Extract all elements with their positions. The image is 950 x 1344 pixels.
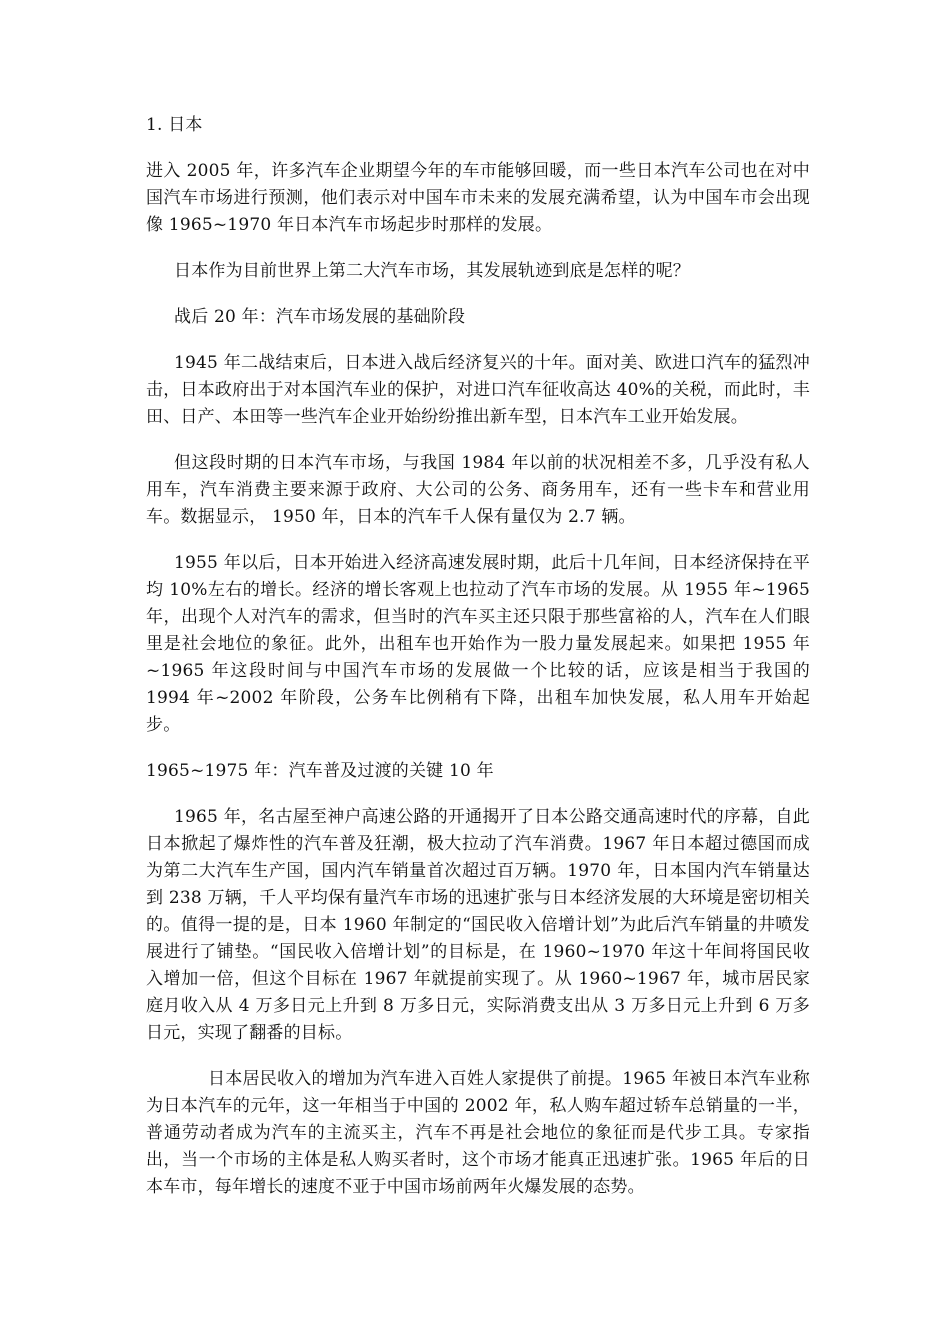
section-heading: 1. 日本 — [146, 115, 203, 135]
paragraph-early-market: 但这段时期的日本汽车市场，与我国 1984 年以前的状况相差不多，几乎没有私人用车，汽车消费主要来源于政府、大公司的公务、商务用车，还有一些卡车和营业用车。数据显示， 1950 年，日本的汽车千人保有量仅为 2.7 辆。 — [146, 453, 810, 527]
subheading-1965-1975: 1965~1975 年：汽车普及过渡的关键 10 年 — [146, 761, 494, 781]
paragraph-income: 日本居民收入的增加为汽车进入百姓人家提供了前提。1965 年被日本汽车业称为日本汽车的元年，这一年相当于中国的 2002 年，私人购车超过轿车总销量的一半，普通劳动者成为汽车的主流买主，汽车不再是社会地位的象征而是代步工具。专家指出，当一个市场的主体是私人购买者时，这个市场才能真正迅速扩张。1965 年后的日本车市，每年增长的速度不亚于中国市场前两年火爆发展的态势。 — [146, 1069, 810, 1197]
paragraph-intro: 进入 2005 年，许多汽车企业期望今年的车市能够回暖，而一些日本汽车公司也在对中国汽车市场进行预测，他们表示对中国车市未来的发展充满希望，认为中国车市会出现像 1965~1970 年日本汽车市场起步时那样的发展。 — [146, 161, 810, 235]
paragraph-question: 日本作为目前世界上第二大汽车市场，其发展轨迹到底是怎样的呢？ — [174, 261, 690, 281]
paragraph-1965: 1965 年，名古屋至神户高速公路的开通揭开了日本公路交通高速时代的序幕，自此日本掀起了爆炸性的汽车普及狂潮，极大拉动了汽车消费。1967 年日本超过德国而成为第二大汽车生产国，国内汽车销量首次超过百万辆。1970 年，日本国内汽车销量达到 238 万辆，千人平均保有量汽车市场的迅速扩张与日本经济发展的大环境是密切相关的。值得一提的是，日本 1960 年制定的“国民收入倍增计划”为此后汽车销量的井喷发展进行了铺垫。“国民收入倍增计划”的目标是，在 1960~1970 年这十年间将国民收入增加一倍，但这个目标在 1967 年就提前实现了。从 1960~1967 年，城市居民家庭月收入从 4 万多日元上升到 8 万多日元，实际消费支出从 3 万多日元上升到 6 万多日元，实现了翻番的目标。 — [146, 807, 810, 1043]
paragraph-1955: 1955 年以后，日本开始进入经济高速发展时期，此后十几年间，日本经济保持在平均 10%左右的增长。经济的增长客观上也拉动了汽车市场的发展。从 1955 年~1965 年，出现个人对汽车的需求，但当时的汽车买主还只限于那些富裕的人，汽车在人们眼里是社会地位的象征。此外，出租车也开始作为一股力量发展起来。如果把 1955 年~1965 年这段时间与中国汽车市场的发展做一个比较的话，应该是相当于我国的 1994 年~2002 年阶段，公务车比例稍有下降，出租车加快发展，私人用车开始起步。 — [146, 553, 810, 735]
subheading-postwar: 战后 20 年：汽车市场发展的基础阶段 — [174, 307, 466, 327]
paragraph-1945: 1945 年二战结束后，日本进入战后经济复兴的十年。面对美、欧进口汽车的猛烈冲击，日本政府出于对本国汽车业的保护，对进口汽车征收高达 40%的关税，而此时，丰田、日产、本田等一些汽车企业开始纷纷推出新车型，日本汽车工业开始发展。 — [146, 353, 810, 427]
document-body — [146, 112, 810, 1220]
